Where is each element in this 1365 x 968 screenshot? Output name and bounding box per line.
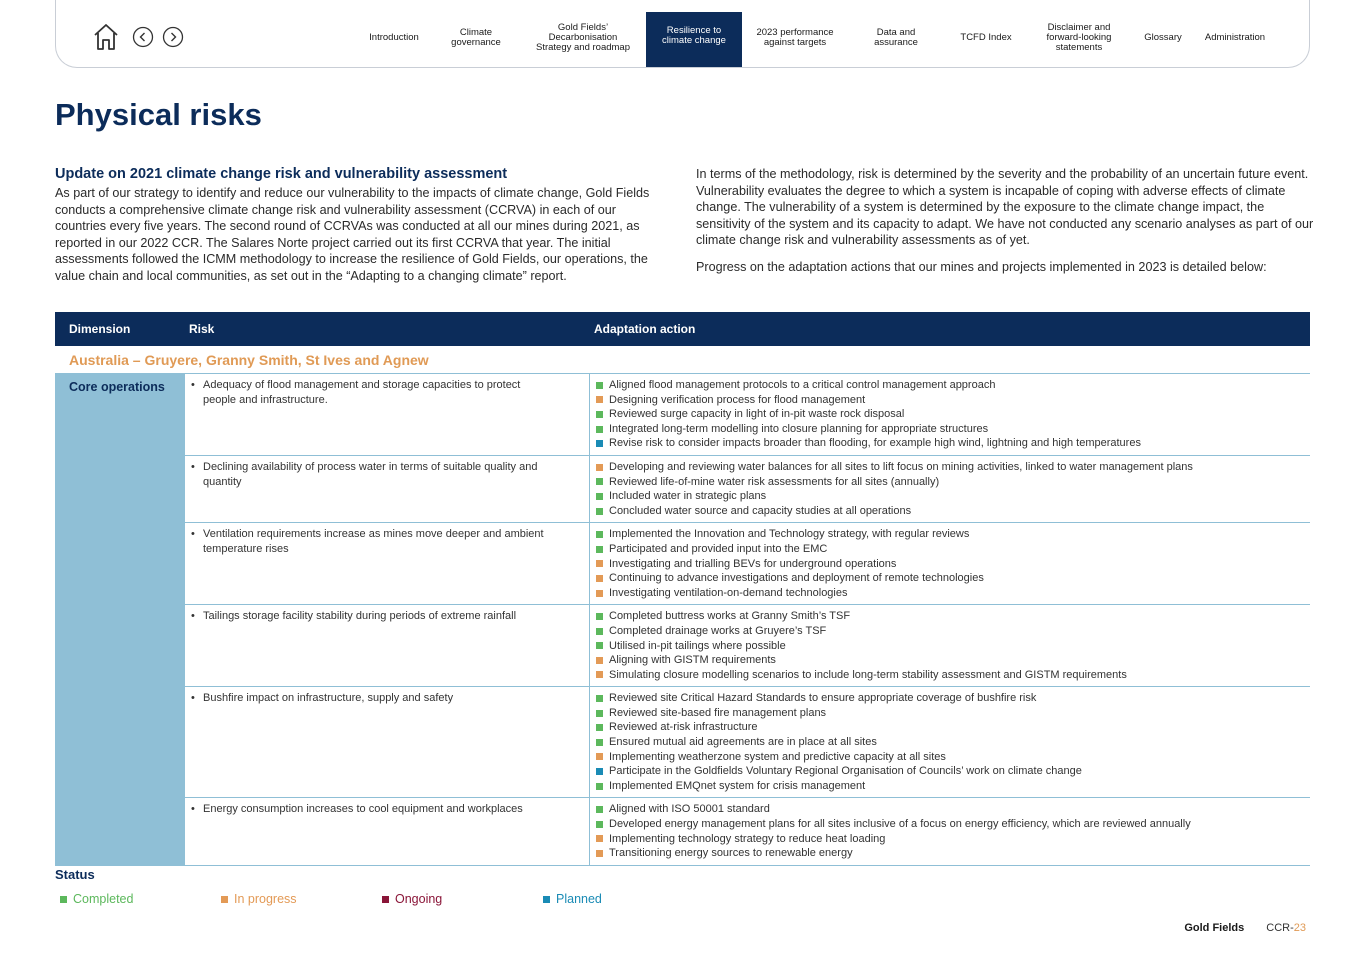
risk-text: Bushfire impact on infrastructure, supply and safety [203,692,454,705]
page-footer [1184,922,1306,934]
status-square-icon [596,546,603,553]
action-item [596,624,1304,639]
action-item [596,846,1304,861]
legend-item [382,892,543,906]
adaptation-action-cell [590,605,1310,686]
action-text: Transitioning energy sources to renewable energy [609,847,853,860]
region-row: Australia – Gruyere, Granny Smith, St Ives and Agnew [55,346,1310,374]
footer-code: CCR- [1266,922,1294,934]
adaptation-action-cell [590,687,1310,797]
bullet-icon: • [191,379,195,391]
action-item [596,489,1304,504]
action-item [596,571,1304,586]
status-square-icon [596,628,603,635]
action-item [596,460,1304,475]
header-dimension: Dimension [69,322,131,336]
bullet-icon: • [191,460,195,473]
action-item [596,802,1304,817]
status-square-icon [596,411,603,418]
risk-cell [185,687,590,797]
status-square-icon [596,768,603,775]
action-text: Implementing technology strategy to reduce heat loading [609,832,886,845]
status-square-icon [596,440,603,447]
action-text: Participate in the Goldfields Voluntary Regional Organisation of Councils’ work on climate change [609,765,1082,778]
action-text: Ensured mutual aid agreements are in place at all sites [609,736,877,749]
status-square-icon [596,613,603,620]
status-legend [60,892,704,906]
action-text: Developed energy management plans for all sites inclusive of a focus on energy efficiency, which are reviewed annually [609,818,1191,831]
risk-cell [185,523,590,604]
status-square-icon [596,464,603,471]
header-adaptation-action: Adaptation action [594,322,696,336]
action-item [596,475,1304,490]
action-text: Continuing to advance investigations and deployment of remote technologies [609,572,984,585]
action-text: Reviewed surge capacity in light of in-pit waste rock disposal [609,408,905,421]
status-square-icon [596,590,603,597]
action-item [596,609,1304,624]
table-body [55,374,1310,866]
action-text: Investigating and trialling BEVs for underground operations [609,557,897,570]
table-rows [185,374,1310,866]
action-text: Reviewed life-of-mine water risk assessments for all sites (annually) [609,475,940,488]
table-row [185,687,1310,798]
action-text: Implemented EMQnet system for crisis management [609,779,866,792]
nav-tab[interactable]: Introduction [369,32,419,43]
risk-cell [185,456,590,522]
action-text: Developing and reviewing water balances for all sites to lift focus on mining activities, linked to water management plans [609,460,1193,473]
status-square-icon [596,382,603,389]
nav-tab[interactable]: Glossary [1144,32,1182,43]
action-item [596,653,1304,668]
action-text: Completed buttress works at Granny Smith’s TSF [609,610,851,623]
footer-page-number: 23 [1293,922,1306,934]
action-text: Completed drainage works at Gruyere’s TSF [609,624,827,637]
action-text: Utilised in-pit tailings where possible [609,639,786,652]
intro-paragraph-right-1: In terms of the methodology, risk is determined by the severity and the probability of an uncertain future event. Vulnerability evaluates the degree to which a system is incapable of coping with adverse effects of climate change. The vulnerability of a system is determined by the exposure to the climate change impact, the sensitivity of the system and its capacity to adapt. We have not conducted any scenario analyses as part of our climate change risk and vulnerability assessments as of yet. [696,167,1314,247]
legend-label: Planned [556,892,602,906]
status-square-icon [596,806,603,813]
risk-text: Tailings storage facility stability during periods of extreme rainfall [203,610,517,623]
top-navigation [55,0,1310,68]
action-item [596,817,1304,832]
action-item [596,504,1304,519]
risk-text: Adequacy of flood management and storage capacities to protect people and infrastructure. [203,379,521,406]
intro-paragraph-right-2: Progress on the adaptation actions that our mines and projects implemented in 2023 is detailed below: [696,259,1267,274]
status-square-icon [596,821,603,828]
intro-right-column [696,166,1314,285]
nav-icon-group [92,22,188,52]
action-text: Reviewed at-risk infrastructure [609,721,758,734]
action-text: Implementing weatherzone system and predictive capacity at all sites [609,750,946,763]
action-text: Aligned flood management protocols to a critical control management approach [609,379,996,391]
page-title: Physical risks [55,97,262,132]
action-text: Revise risk to consider impacts broader than flooding, for example high wind, lightning and high temperatures [609,437,1141,450]
nav-tab[interactable]: TCFD Index [960,32,1012,43]
legend-item [221,892,382,906]
bullet-icon: • [191,803,195,816]
nav-tab[interactable]: Climate governance [451,27,501,48]
bullet-icon: • [191,610,195,623]
risk-cell [185,605,590,686]
risk-text: Declining availability of process water in terms of suitable quality and quantity [203,460,538,488]
nav-tab[interactable]: Administration [1204,32,1266,43]
action-text: Reviewed site-based fire management plans [609,706,827,719]
home-icon[interactable] [92,22,120,52]
nav-tab[interactable]: Data and assurance [874,27,918,48]
legend-square-icon [60,896,67,903]
nav-tab[interactable]: 2023 performance against targets [756,27,834,48]
status-square-icon [596,560,603,567]
action-item [596,378,1304,393]
status-title: Status [55,867,95,882]
action-text: Simulating closure modelling scenarios to include long-term stability assessment and GISTM requirements [609,668,1127,681]
nav-tab[interactable]: Resilience to climate change [646,12,742,64]
physical-risks-table [55,312,1310,866]
action-item [596,735,1304,750]
action-text: Aligning with GISTM requirements [609,654,776,667]
table-row [185,456,1310,523]
legend-label: Completed [73,892,134,906]
action-text: Integrated long-term modelling into closure planning for appropriate structures [609,422,989,435]
intro-paragraph-left: As part of our strategy to identify and reduce our vulnerability to the impacts of climate change, Gold Fields conducts a comprehensive climate change risk and vulnerability assessment (CCRVA) in each of our countries every five years. The second round of CCRVAs was conducted at all our mines during 2021, as reported in our 2022 CCR. The Salares Norte project carried out its first CCRVA that year. The initial assessments followed the ICMM methodology to increase the resilience of Gold Fields, our operations, the value chain and local communities, as set out in the “Adapting to a changing climate” report. [55,186,650,283]
action-item [596,527,1304,542]
adaptation-action-cell [590,798,1310,864]
header-risk: Risk [189,322,215,336]
action-item [596,779,1304,794]
action-text: Concluded water source and capacity studies at all operations [609,504,912,517]
adaptation-action-cell [590,523,1310,604]
dimension-cell: Core operations [55,374,185,866]
status-square-icon [596,724,603,731]
status-square-icon [596,493,603,500]
action-item [596,436,1304,451]
nav-tabs [356,12,1274,64]
status-square-icon [596,396,603,403]
footer-page-ref [1266,922,1306,934]
action-text: Investigating ventilation-on-demand technologies [609,586,848,599]
action-item [596,720,1304,735]
action-item [596,557,1304,572]
nav-tab[interactable]: Disclaimer and forward-looking statements [1046,22,1112,53]
action-item [596,832,1304,847]
action-text: Aligned with ISO 50001 standard [609,803,770,816]
legend-square-icon [543,896,550,903]
chevron-right-icon[interactable] [162,26,184,48]
action-item [596,586,1304,601]
legend-label: In progress [234,892,297,906]
status-square-icon [596,850,603,857]
action-item [596,393,1304,408]
legend-square-icon [382,896,389,903]
nav-tab[interactable]: Gold Fields’ Decarbonisation Strategy and roadmap [535,22,630,53]
risk-cell [185,798,590,864]
status-square-icon [596,531,603,538]
table-row [185,798,1310,865]
status-square-icon [596,671,603,678]
legend-square-icon [221,896,228,903]
status-square-icon [596,575,603,582]
status-square-icon [596,783,603,790]
status-square-icon [596,753,603,760]
action-item [596,542,1304,557]
action-item [596,706,1304,721]
action-item [596,750,1304,765]
status-square-icon [596,426,603,433]
table-header [55,312,1310,346]
action-text: Participated and provided input into the EMC [609,542,828,555]
section-heading: Update on 2021 climate change risk and vulnerability assessment [55,166,508,182]
status-square-icon [596,508,603,515]
adaptation-action-cell [590,374,1310,455]
risk-text: Energy consumption increases to cool equipment and workplaces [203,803,523,816]
status-square-icon [596,835,603,842]
action-item [596,764,1304,779]
risk-text: Ventilation requirements increase as mines move deeper and ambient temperature rises [203,528,544,555]
status-square-icon [596,695,603,702]
bullet-icon: • [191,692,195,705]
legend-label: Ongoing [395,892,443,906]
action-item [596,422,1304,437]
status-square-icon [596,739,603,746]
table-row [185,374,1310,456]
chevron-left-icon[interactable] [132,26,154,48]
table-row [185,605,1310,687]
action-item [596,639,1304,654]
table-row [185,523,1310,605]
legend-item [543,892,704,906]
status-square-icon [596,478,603,485]
legend-item [60,892,221,906]
status-square-icon [596,710,603,717]
status-square-icon [596,642,603,649]
action-text: Designing verification process for flood management [609,393,866,406]
risk-cell [185,374,590,455]
bullet-icon: • [191,528,195,541]
status-square-icon [596,657,603,664]
action-item [596,691,1304,706]
action-item [596,407,1304,422]
action-text: Reviewed site Critical Hazard Standards to ensure appropriate coverage of bushfire risk [609,692,1037,705]
footer-brand: Gold Fields [1184,922,1245,934]
adaptation-action-cell [590,456,1310,522]
action-text: Included water in strategic plans [609,490,767,503]
action-item [596,668,1304,683]
action-text: Implemented the Innovation and Technology strategy, with regular reviews [609,528,970,541]
